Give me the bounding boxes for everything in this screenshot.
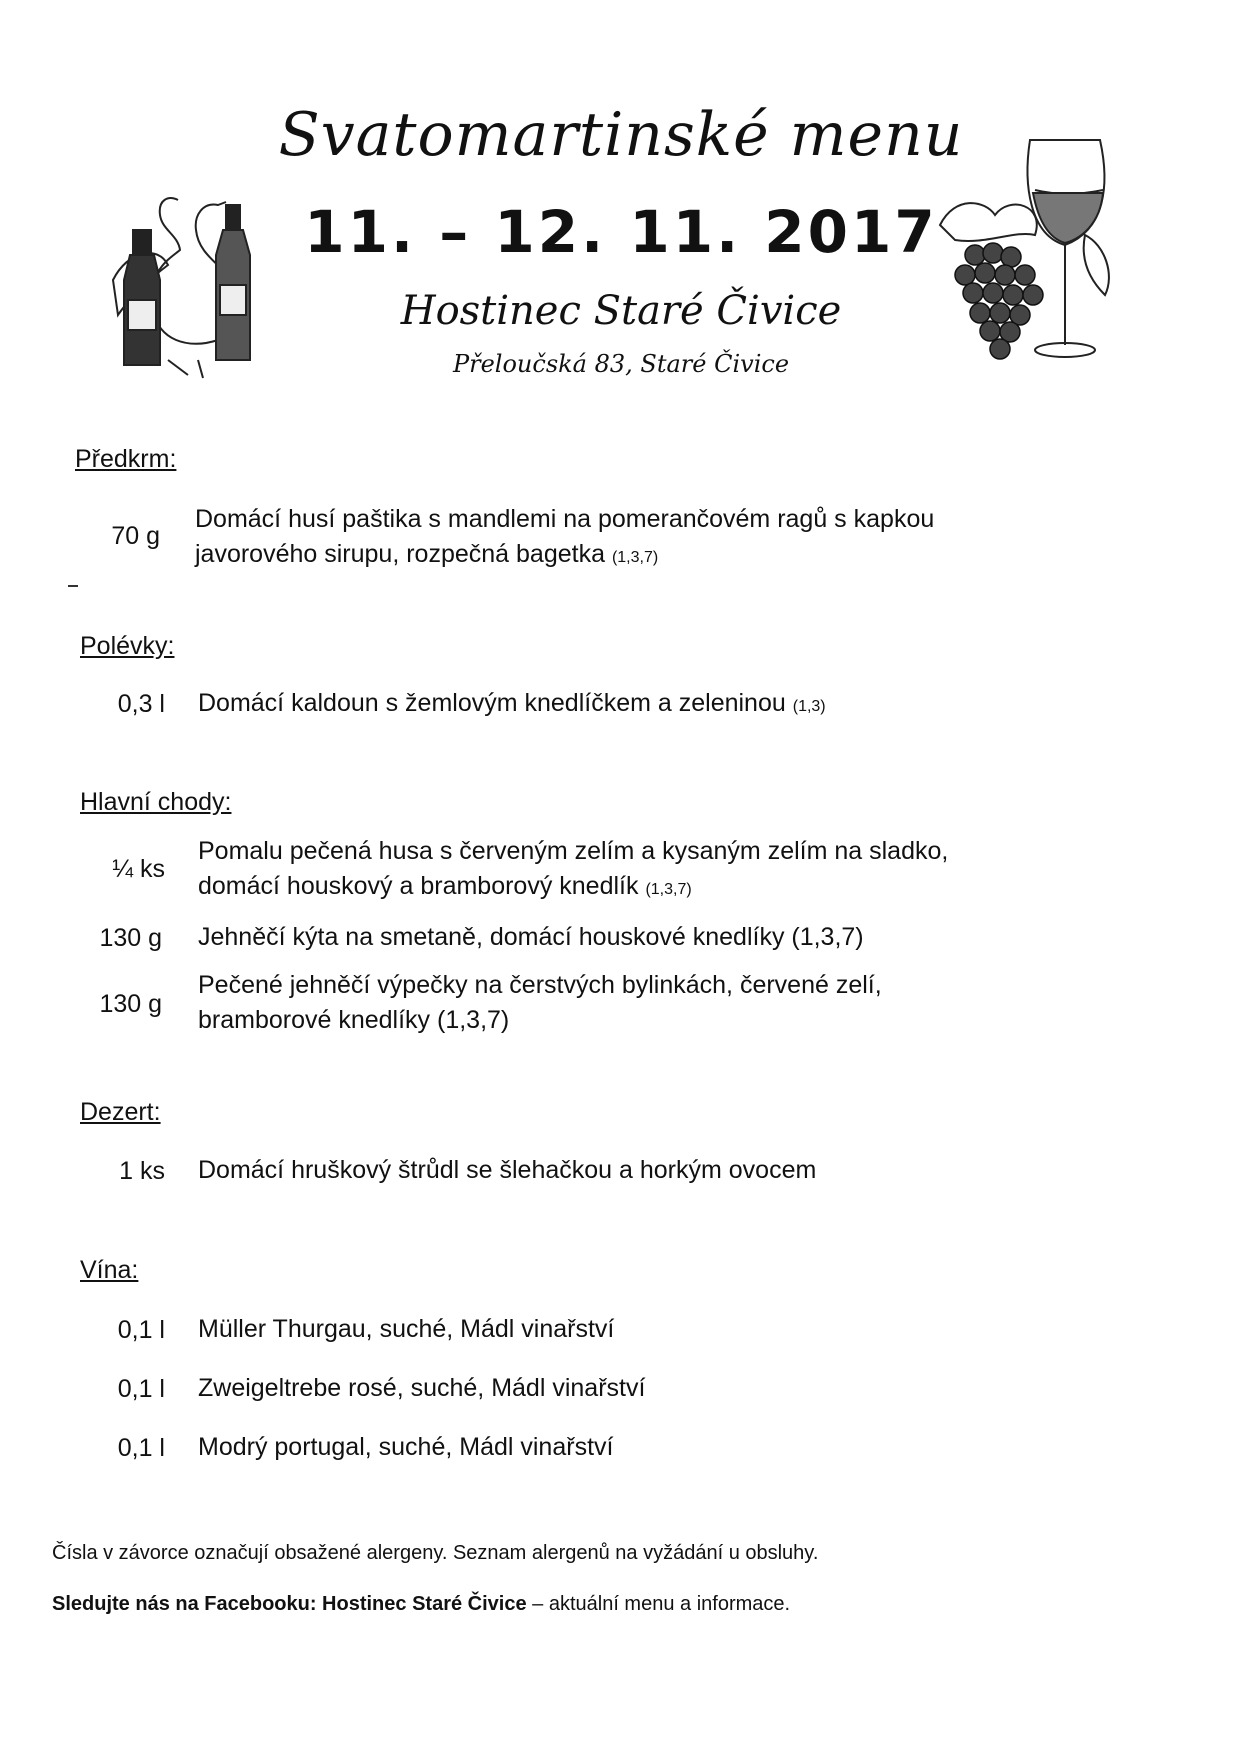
facebook-note-bold: Sledujte nás na Facebooku: Hostinec Staré Čivice (52, 1593, 527, 1615)
item-qty: 70 g (111, 522, 160, 550)
item-qty: 130 g (99, 924, 162, 952)
item-qty: 1 ks (119, 1157, 165, 1185)
section-heading-polevky: Polévky: (80, 632, 175, 660)
wine-item: Müller Thurgau, suché, Mádl vinařství (198, 1315, 615, 1343)
section-heading-vina: Vína: (80, 1256, 139, 1284)
item-text-line1: Pomalu pečená husa s červeným zelím a kysaným zelím na sladko, (198, 837, 949, 865)
venue-name: Hostinec Staré Čivice (400, 288, 842, 334)
wine-item: Zweigeltrebe rosé, suché, Mádl vinařství (198, 1374, 646, 1402)
menu-item-predkrm (195, 502, 934, 575)
item-qty: 0,3 l (117, 690, 165, 718)
menu-item-jehneci-kyta: Jehněčí kýta na smetaně, domácí houskové knedlíky (1,3,7) (198, 923, 864, 951)
allergen-note: Čísla v závorce označují obsažené alergeny. Seznam alergenů na vyžádání u obsluhy. (52, 1542, 819, 1564)
wine-glass-and-grapes-icon (935, 135, 1120, 385)
menu-item-jehneci-vypecky (198, 968, 882, 1038)
facebook-note (52, 1593, 790, 1616)
item-text-line2: domácí houskový a bramborový knedlík (198, 872, 639, 900)
item-text-line2: bramborové knedlíky (1,3,7) (198, 1006, 510, 1034)
menu-title: Svatomartinské menu (278, 100, 964, 170)
section-heading-dezert: Dezert: (80, 1098, 161, 1126)
item-text-line1: Pečené jehněčí výpečky na čerstvých bylinkách, červené zelí, (198, 971, 882, 999)
item-qty: 0,1 l (117, 1434, 165, 1462)
venue-address: Přeloučská 83, Staré Čivice (452, 350, 790, 378)
allergen-codes: (1,3,7) (645, 881, 692, 898)
item-qty: 0,1 l (117, 1375, 165, 1403)
allergen-codes: (1,3,7) (611, 549, 659, 566)
menu-item-husa (198, 834, 948, 907)
facebook-note-rest: – aktuální menu a informace. (526, 1593, 791, 1615)
wine-item: Modrý portugal, suché, Mádl vinařství (198, 1433, 614, 1461)
menu-item-strudl: Domácí hruškový štrůdl se šlehačkou a horkým ovocem (198, 1156, 817, 1184)
item-text: Domácí kaldoun s žemlovým knedlíčkem a zeleninou (198, 689, 786, 717)
menu-date: 11. – 12. 11. 2017 (304, 198, 938, 266)
section-heading-hlavni: Hlavní chody: (80, 788, 232, 816)
item-qty: ¼ ks (112, 855, 165, 883)
item-text-line1: Domácí husí paštika s mandlemi na pomerančovém ragů s kapkou (195, 505, 935, 533)
item-qty: 130 g (99, 990, 162, 1018)
allergen-codes: (1,3) (792, 698, 826, 715)
menu-item-polevka (198, 686, 826, 724)
section-heading-predkrm: Předkrm: (75, 445, 177, 473)
stray-mark (68, 585, 78, 587)
wine-bottles-and-goose-icon (108, 190, 283, 380)
item-qty: 0,1 l (117, 1316, 165, 1344)
item-text-line2: javorového sirupu, rozpečná bagetka (195, 540, 605, 568)
